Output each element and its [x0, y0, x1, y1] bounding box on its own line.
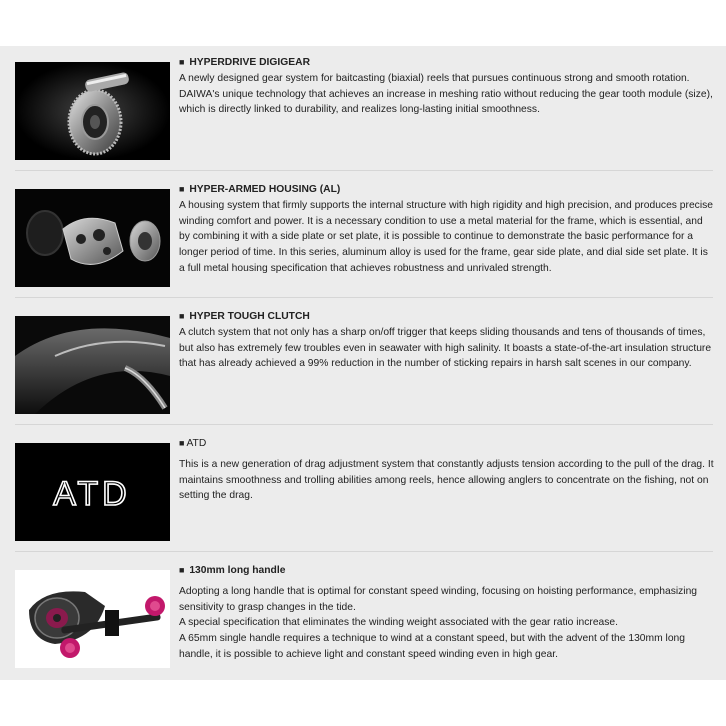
feature-title: ■ HYPERDRIVE DIGIGEAR: [179, 57, 311, 68]
feature-text: [179, 436, 714, 504]
feature-description: Adopting a long handle that is optimal for constant speed winding, focusing on hoisting performance, emphasizing sensitivity to grasp changes in the tide.: [179, 585, 698, 613]
housing-image: [15, 189, 170, 287]
feature-panel: [0, 46, 726, 680]
feature-text: [179, 182, 714, 277]
divider: [15, 297, 713, 298]
feature-title-text: 130mm long handle: [189, 565, 286, 576]
feature-title-text: HYPER TOUGH CLUTCH: [189, 311, 310, 322]
feature-title-text: HYPER-ARMED HOUSING (AL): [189, 184, 341, 195]
feature-text: [179, 309, 714, 372]
reel-image: [15, 570, 170, 668]
feature-description: A 65mm single handle requires a technique to wind at a constant speed, but with the advent of the 130mm long handle, it is possible to achieve light and constant speed winding even in high gear.: [179, 633, 686, 660]
feature-title-text: HYPERDRIVE DIGIGEAR: [189, 57, 311, 68]
feature-text: [179, 563, 714, 663]
atd-logo-text: ATD: [53, 475, 131, 513]
feature-text: [179, 55, 714, 118]
feature-title: ■ HYPER TOUGH CLUTCH: [179, 311, 310, 322]
feature-description: This is a new generation of drag adjustment system that constantly adjusts tension according to the pull of the drag. It maintains smoothness and trolling abilities among reels, hence allowing anglers to concentrate on the fishing, not on setting the drag.: [179, 458, 714, 502]
feature-description: A special specification that eliminates the winding weight associated with the gear ratio increase.: [179, 617, 619, 629]
atd-logo: [15, 443, 170, 541]
divider: [15, 170, 713, 171]
divider: [15, 424, 713, 425]
feature-description: A clutch system that not only has a sharp on/off trigger that keeps sliding thousands and tens of thousands of times, but also has extremely few troubles even in seawater with high salinity. It boasts a state-of-the-art insulation structure that has already achieved a 99% reduction in the number of sticking repairs in harsh salt scenes in our company.: [179, 326, 712, 370]
gear-image: [15, 62, 170, 160]
clutch-image: [15, 316, 170, 414]
feature-description: A housing system that firmly supports the internal structure with high rigidity and high precision, and produces precise winding comfort and power. It is a necessary condition to use a metal material for the frame, which is essential, and by combining it with a side plate or set plate, it is possible to continue to demonstrate the basic performance for a longer period of time. In this series, aluminum alloy is used for the frame, gear side plate, and dial side set plate. It is a full metal housing specification that achieves robustness and unrivaled strength.: [179, 199, 713, 274]
feature-title: ■ HYPER-ARMED HOUSING (AL): [179, 184, 341, 195]
feature-description: A newly designed gear system for baitcasting (biaxial) reels that pursues continuous strong and smooth rotation. DAIWA's unique technology that achieves an increase in meshing ratio without reducing the gear tooth module (size), which is directly linked to durability, and realizes long-lasting initial smoothness.: [179, 72, 713, 116]
feature-title: ■ ATD: [179, 438, 207, 449]
divider: [15, 551, 713, 552]
feature-title-text: ATD: [186, 438, 207, 449]
feature-title: ■ 130mm long handle: [179, 565, 286, 576]
